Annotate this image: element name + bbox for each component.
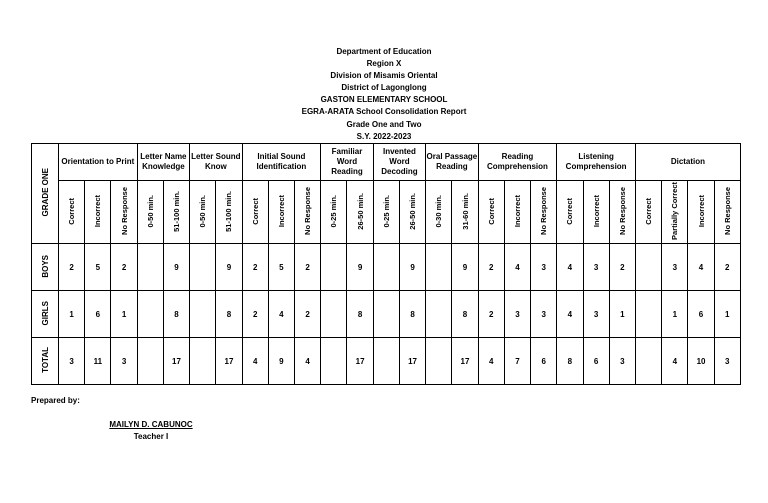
subheader-cell (426, 181, 452, 244)
table-cell: 2 (609, 244, 635, 291)
table-cell: 2 (242, 244, 268, 291)
table-cell: 11 (85, 338, 111, 385)
table-cell (321, 338, 347, 385)
group-header: Letter Sound Know (190, 144, 242, 181)
subheader-label: No Response (119, 187, 129, 235)
table-cell: 10 (688, 338, 714, 385)
table-cell: 17 (163, 338, 189, 385)
header-school-year: S.Y. 2022-2023 (356, 131, 412, 141)
subheader-cell (662, 181, 688, 244)
signature-block (100, 419, 202, 443)
table-cell: 4 (478, 338, 504, 385)
table-cell: 3 (714, 338, 740, 385)
table-cell: 3 (504, 291, 530, 338)
row-label: TOTAL (40, 347, 50, 373)
table-cell: 1 (111, 291, 137, 338)
table-cell: 4 (557, 291, 583, 338)
table-cell (190, 244, 216, 291)
table-cell (635, 244, 661, 291)
subheader-cell (452, 181, 478, 244)
table-cell: 17 (347, 338, 373, 385)
row-label-cell (32, 244, 59, 291)
table-cell: 6 (85, 291, 111, 338)
subheader-label: 51-100 min. (172, 190, 181, 232)
table-cell: 8 (163, 291, 189, 338)
subheader-label: No Response (539, 187, 549, 235)
table-cell (137, 291, 163, 338)
table-cell (635, 291, 661, 338)
table-cell: 4 (662, 338, 688, 385)
table-row (32, 338, 741, 385)
subheader-label: No Response (303, 187, 313, 235)
table-cell (190, 291, 216, 338)
table-cell: 4 (268, 291, 294, 338)
subheader-cell (504, 181, 530, 244)
subheader-label: Correct (644, 197, 654, 225)
corner-header (32, 144, 59, 244)
group-header-row (32, 144, 741, 181)
subheader-label: Incorrect (276, 194, 286, 228)
subheader-cell (714, 181, 740, 244)
consolidation-table (31, 143, 741, 385)
subheader-cell (190, 181, 216, 244)
table-cell: 1 (609, 291, 635, 338)
group-header: Letter Name Knowledge (137, 144, 189, 181)
subheader-label: Incorrect (512, 194, 522, 228)
table-cell: 1 (714, 291, 740, 338)
subheader-cell (688, 181, 714, 244)
table-cell: 6 (688, 291, 714, 338)
table-cell: 8 (399, 291, 425, 338)
table-cell: 3 (59, 338, 85, 385)
report-header (0, 46, 768, 143)
table-cell: 3 (583, 244, 609, 291)
table-cell: 2 (59, 244, 85, 291)
subheader-label: 26-50 min. (408, 192, 418, 230)
table-cell (635, 338, 661, 385)
table-cell: 3 (662, 244, 688, 291)
table-cell: 4 (295, 338, 321, 385)
header-report-title: EGRA-ARATA School Consolidation Report (301, 107, 467, 117)
subheader-label: 0-50 min. (198, 194, 208, 228)
table-cell (321, 291, 347, 338)
subheader-label: Correct (565, 197, 575, 225)
subheader-cell (373, 181, 399, 244)
subheader-label: Partially Correct (670, 182, 680, 240)
table-cell: 2 (111, 244, 137, 291)
subheader-cell (635, 181, 661, 244)
table-cell: 4 (557, 244, 583, 291)
table-cell (137, 244, 163, 291)
prepared-by-label: Prepared by: (31, 396, 80, 405)
table-cell (373, 291, 399, 338)
subheader-label: 0-25 min. (329, 194, 339, 228)
table-cell: 17 (399, 338, 425, 385)
preparer-name: MAILYN D. CABUNOC (109, 420, 193, 429)
table-cell (426, 291, 452, 338)
group-header: Dictation (635, 144, 740, 181)
subheader-cell (85, 181, 111, 244)
table-cell: 6 (531, 338, 557, 385)
group-header: Initial Sound Identification (242, 144, 321, 181)
table-cell: 3 (531, 291, 557, 338)
table-cell (373, 338, 399, 385)
table-cell: 9 (216, 244, 242, 291)
row-label: GIRLS (40, 300, 50, 326)
subheader-label: Incorrect (93, 194, 103, 228)
table-cell: 8 (216, 291, 242, 338)
table-cell: 5 (268, 244, 294, 291)
table-cell: 8 (452, 291, 478, 338)
header-school: GASTON ELEMENTARY SCHOOL (320, 95, 448, 105)
table-cell: 4 (242, 338, 268, 385)
table-cell: 2 (295, 291, 321, 338)
header-grade-level: Grade One and Two (346, 119, 422, 129)
subheader-cell (216, 181, 242, 244)
subheader-label: 26-50 min. (355, 192, 365, 230)
table-cell: 7 (504, 338, 530, 385)
subheader-label: 0-25 min. (381, 194, 391, 228)
table-cell: 3 (583, 291, 609, 338)
subheader-label: Incorrect (591, 194, 601, 228)
subheader-row (32, 181, 741, 244)
subheader-cell (583, 181, 609, 244)
subheader-label: 51-100 min. (224, 190, 234, 232)
subheader-label: Correct (486, 197, 496, 225)
subheader-label: 31-60 min. (460, 192, 470, 230)
table-cell: 17 (452, 338, 478, 385)
table-cell: 1 (59, 291, 85, 338)
table-cell: 2 (478, 291, 504, 338)
group-header: Reading Comprehension (478, 144, 557, 181)
table-cell: 4 (504, 244, 530, 291)
group-header: Familiar Word Reading (321, 144, 373, 181)
table-cell (426, 338, 452, 385)
group-header: Oral Passage Reading (426, 144, 478, 181)
group-header: Invented Word Decoding (373, 144, 425, 181)
table-cell: 2 (295, 244, 321, 291)
table-cell: 9 (268, 338, 294, 385)
subheader-cell (347, 181, 373, 244)
subheader-cell (268, 181, 294, 244)
preparer-position: Teacher I (133, 432, 169, 441)
table-cell (373, 244, 399, 291)
table-cell: 9 (163, 244, 189, 291)
table-cell: 6 (583, 338, 609, 385)
subheader-label: No Response (722, 187, 732, 235)
table-cell: 9 (399, 244, 425, 291)
table-cell (137, 338, 163, 385)
subheader-label: 0-50 min. (145, 194, 155, 228)
table-cell: 4 (688, 244, 714, 291)
subheader-cell (321, 181, 347, 244)
subheader-label: No Response (617, 187, 627, 235)
subheader-cell (478, 181, 504, 244)
subheader-label: Incorrect (696, 194, 706, 228)
table-body (32, 244, 741, 385)
table-cell: 5 (85, 244, 111, 291)
subheader-label: Correct (67, 197, 77, 225)
table-cell: 3 (609, 338, 635, 385)
row-label-cell (32, 291, 59, 338)
table-cell: 17 (216, 338, 242, 385)
table-cell: 8 (557, 338, 583, 385)
row-label: BOYS (40, 254, 50, 278)
table-cell: 3 (531, 244, 557, 291)
subheader-cell (295, 181, 321, 244)
table-cell: 1 (662, 291, 688, 338)
table-cell: 2 (714, 244, 740, 291)
subheader-cell (111, 181, 137, 244)
subheader-cell (399, 181, 425, 244)
header-department: Department of Education (336, 47, 432, 56)
table-cell: 3 (111, 338, 137, 385)
corner-label: GRADE ONE (40, 168, 50, 217)
subheader-cell (531, 181, 557, 244)
table-cell (426, 244, 452, 291)
table-cell: 2 (478, 244, 504, 291)
table-cell (190, 338, 216, 385)
group-header: Orientation to Print (59, 144, 138, 181)
header-district: District of Lagonglong (341, 83, 427, 93)
table-cell (321, 244, 347, 291)
subheader-cell (557, 181, 583, 244)
row-label-cell (32, 338, 59, 385)
table-cell: 2 (242, 291, 268, 338)
table-row (32, 291, 741, 338)
subheader-label: Correct (250, 197, 260, 225)
subheader-cell (59, 181, 85, 244)
header-division: Division of Misamis Oriental (330, 71, 438, 81)
header-region: Region X (366, 59, 402, 69)
subheader-label: 0-30 min. (434, 194, 444, 228)
table-cell: 8 (347, 291, 373, 338)
table-row (32, 244, 741, 291)
table-cell: 9 (347, 244, 373, 291)
subheader-cell (242, 181, 268, 244)
subheader-cell (137, 181, 163, 244)
table-cell: 9 (452, 244, 478, 291)
group-header: Listening Comprehension (557, 144, 636, 181)
subheader-cell (163, 181, 189, 244)
subheader-cell (609, 181, 635, 244)
